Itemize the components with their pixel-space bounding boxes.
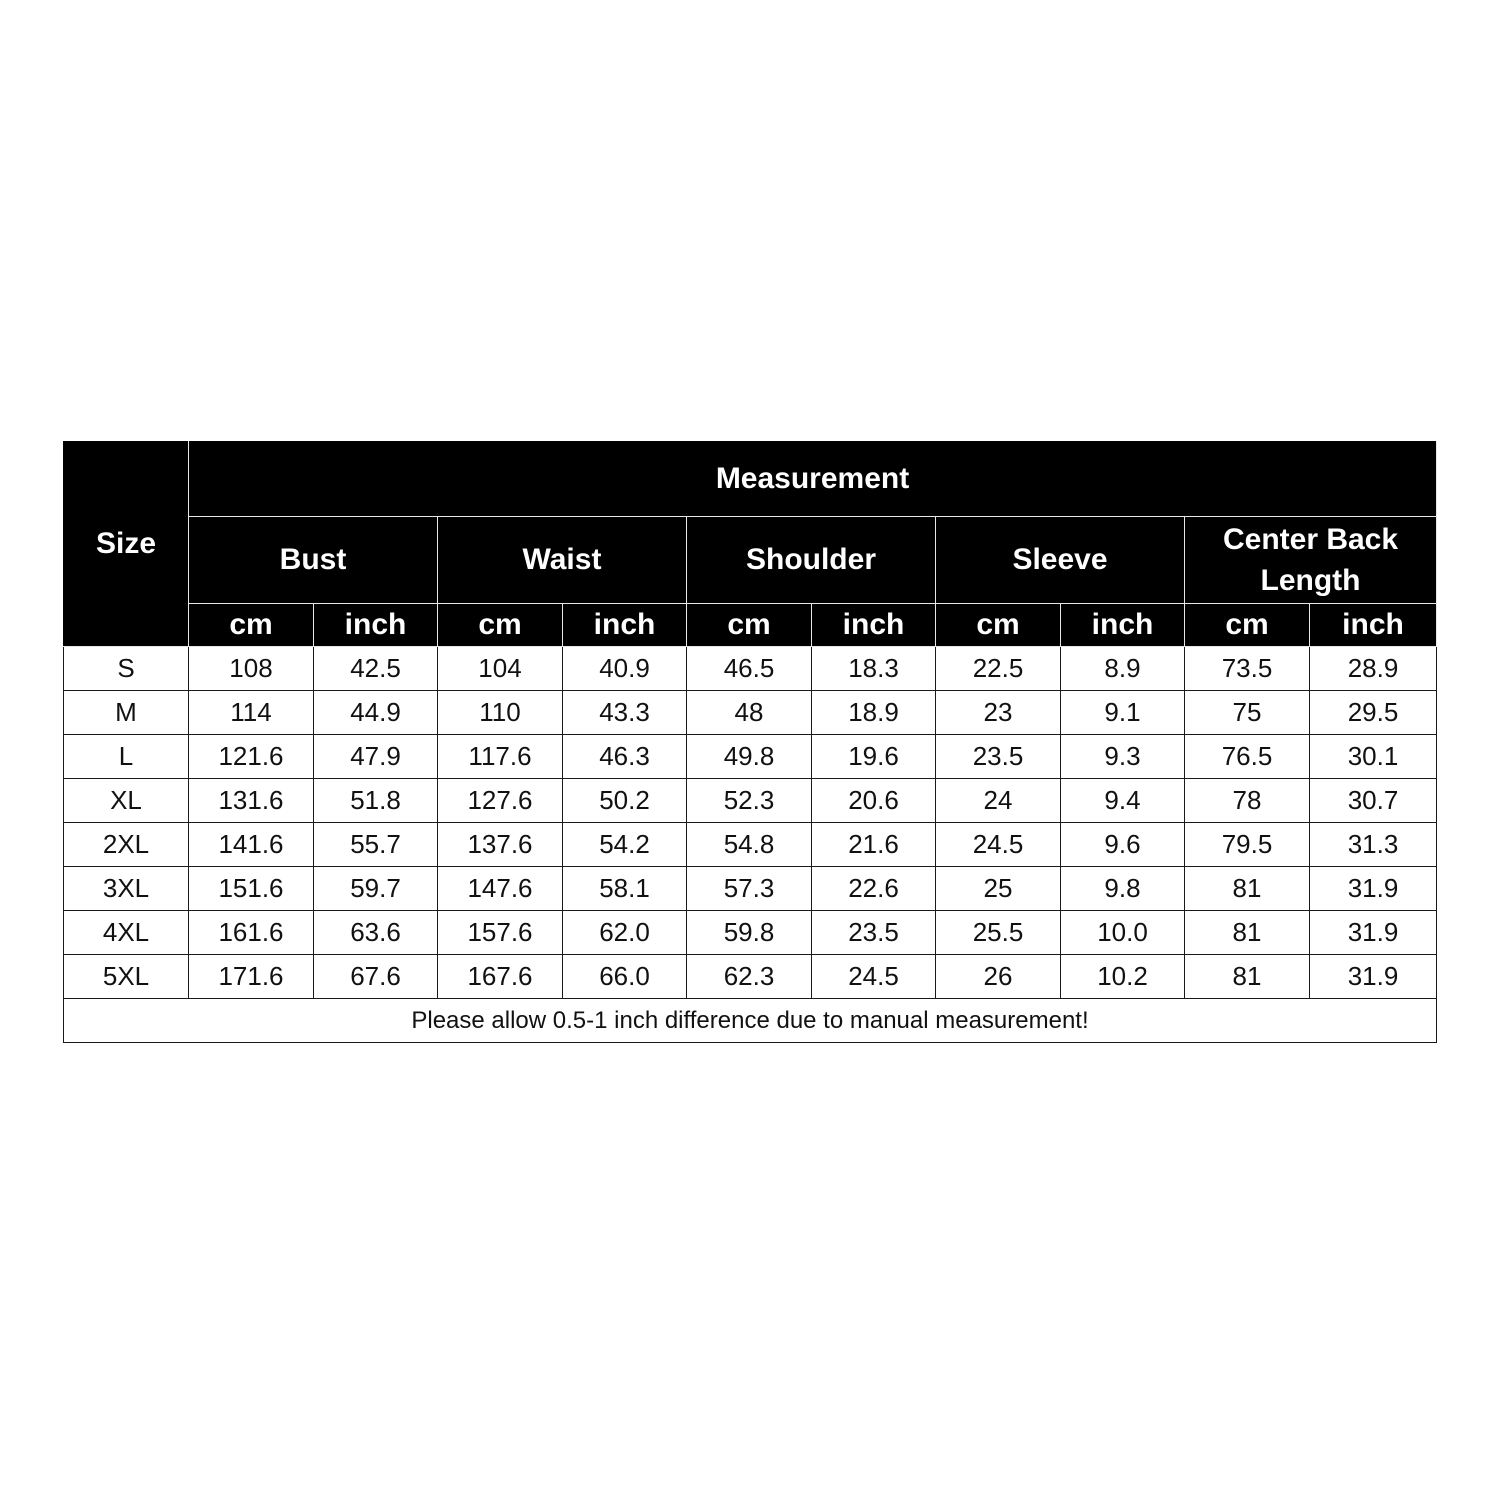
value-cell: 8.9 — [1061, 647, 1185, 691]
value-cell: 24.5 — [812, 955, 936, 999]
size-cell: M — [64, 691, 189, 735]
value-cell: 44.9 — [314, 691, 438, 735]
unit-header: cm — [189, 604, 314, 647]
measurement-header: Measurement — [189, 442, 1437, 517]
unit-header: inch — [1310, 604, 1437, 647]
value-cell: 48 — [687, 691, 812, 735]
table-row — [64, 955, 1437, 999]
value-cell: 20.6 — [812, 779, 936, 823]
value-cell: 25 — [936, 867, 1061, 911]
value-cell: 24 — [936, 779, 1061, 823]
value-cell: 79.5 — [1185, 823, 1310, 867]
value-cell: 78 — [1185, 779, 1310, 823]
value-cell: 55.7 — [314, 823, 438, 867]
center-back-length-label: Center Back Length — [1222, 522, 1399, 597]
value-cell: 46.3 — [563, 735, 687, 779]
bust-header: Bust — [189, 517, 438, 604]
value-cell: 47.9 — [314, 735, 438, 779]
value-cell: 63.6 — [314, 911, 438, 955]
unit-header: cm — [438, 604, 563, 647]
value-cell: 50.2 — [563, 779, 687, 823]
table-row — [64, 691, 1437, 735]
value-cell: 10.0 — [1061, 911, 1185, 955]
value-cell: 30.7 — [1310, 779, 1437, 823]
value-cell: 66.0 — [563, 955, 687, 999]
value-cell: 18.3 — [812, 647, 936, 691]
value-cell: 18.9 — [812, 691, 936, 735]
value-cell: 9.3 — [1061, 735, 1185, 779]
value-cell: 67.6 — [314, 955, 438, 999]
value-cell: 54.2 — [563, 823, 687, 867]
value-cell: 10.2 — [1061, 955, 1185, 999]
value-cell: 110 — [438, 691, 563, 735]
shoulder-header: Shoulder — [687, 517, 936, 604]
value-cell: 171.6 — [189, 955, 314, 999]
value-cell: 161.6 — [189, 911, 314, 955]
value-cell: 151.6 — [189, 867, 314, 911]
unit-header: inch — [563, 604, 687, 647]
unit-header: inch — [1061, 604, 1185, 647]
value-cell: 29.5 — [1310, 691, 1437, 735]
value-cell: 137.6 — [438, 823, 563, 867]
size-cell: 2XL — [64, 823, 189, 867]
size-cell: XL — [64, 779, 189, 823]
size-cell: 3XL — [64, 867, 189, 911]
value-cell: 57.3 — [687, 867, 812, 911]
value-cell: 28.9 — [1310, 647, 1437, 691]
center-back-length-header — [1185, 517, 1437, 604]
value-cell: 75 — [1185, 691, 1310, 735]
value-cell: 58.1 — [563, 867, 687, 911]
value-cell: 54.8 — [687, 823, 812, 867]
value-cell: 62.0 — [563, 911, 687, 955]
sleeve-header: Sleeve — [936, 517, 1185, 604]
unit-header: cm — [687, 604, 812, 647]
value-cell: 23.5 — [812, 911, 936, 955]
value-cell: 43.3 — [563, 691, 687, 735]
size-chart-table — [63, 441, 1437, 1043]
value-cell: 25.5 — [936, 911, 1061, 955]
value-cell: 59.8 — [687, 911, 812, 955]
table-row — [64, 911, 1437, 955]
value-cell: 157.6 — [438, 911, 563, 955]
value-cell: 40.9 — [563, 647, 687, 691]
value-cell: 9.8 — [1061, 867, 1185, 911]
value-cell: 22.5 — [936, 647, 1061, 691]
value-cell: 9.4 — [1061, 779, 1185, 823]
value-cell: 147.6 — [438, 867, 563, 911]
value-cell: 76.5 — [1185, 735, 1310, 779]
value-cell: 9.1 — [1061, 691, 1185, 735]
value-cell: 73.5 — [1185, 647, 1310, 691]
value-cell: 81 — [1185, 867, 1310, 911]
waist-header: Waist — [438, 517, 687, 604]
value-cell: 19.6 — [812, 735, 936, 779]
value-cell: 42.5 — [314, 647, 438, 691]
unit-header: cm — [1185, 604, 1310, 647]
measurement-note: Please allow 0.5-1 inch difference due to manual measurement! — [64, 999, 1437, 1043]
value-cell: 59.7 — [314, 867, 438, 911]
value-cell: 30.1 — [1310, 735, 1437, 779]
value-cell: 49.8 — [687, 735, 812, 779]
table-row — [64, 647, 1437, 691]
unit-header: inch — [314, 604, 438, 647]
value-cell: 26 — [936, 955, 1061, 999]
value-cell: 31.9 — [1310, 955, 1437, 999]
value-cell: 108 — [189, 647, 314, 691]
value-cell: 31.3 — [1310, 823, 1437, 867]
value-cell: 31.9 — [1310, 867, 1437, 911]
value-cell: 23 — [936, 691, 1061, 735]
value-cell: 52.3 — [687, 779, 812, 823]
table-row — [64, 779, 1437, 823]
value-cell: 104 — [438, 647, 563, 691]
value-cell: 46.5 — [687, 647, 812, 691]
value-cell: 9.6 — [1061, 823, 1185, 867]
value-cell: 127.6 — [438, 779, 563, 823]
value-cell: 21.6 — [812, 823, 936, 867]
size-cell: L — [64, 735, 189, 779]
value-cell: 121.6 — [189, 735, 314, 779]
table-row — [64, 867, 1437, 911]
unit-header: cm — [936, 604, 1061, 647]
size-cell: S — [64, 647, 189, 691]
size-header: Size — [64, 442, 189, 647]
unit-header: inch — [812, 604, 936, 647]
value-cell: 131.6 — [189, 779, 314, 823]
size-cell: 4XL — [64, 911, 189, 955]
value-cell: 81 — [1185, 911, 1310, 955]
table-row — [64, 823, 1437, 867]
size-cell: 5XL — [64, 955, 189, 999]
value-cell: 117.6 — [438, 735, 563, 779]
value-cell: 81 — [1185, 955, 1310, 999]
table-row — [64, 735, 1437, 779]
value-cell: 51.8 — [314, 779, 438, 823]
value-cell: 24.5 — [936, 823, 1061, 867]
value-cell: 62.3 — [687, 955, 812, 999]
value-cell: 141.6 — [189, 823, 314, 867]
value-cell: 23.5 — [936, 735, 1061, 779]
value-cell: 114 — [189, 691, 314, 735]
value-cell: 31.9 — [1310, 911, 1437, 955]
value-cell: 167.6 — [438, 955, 563, 999]
value-cell: 22.6 — [812, 867, 936, 911]
